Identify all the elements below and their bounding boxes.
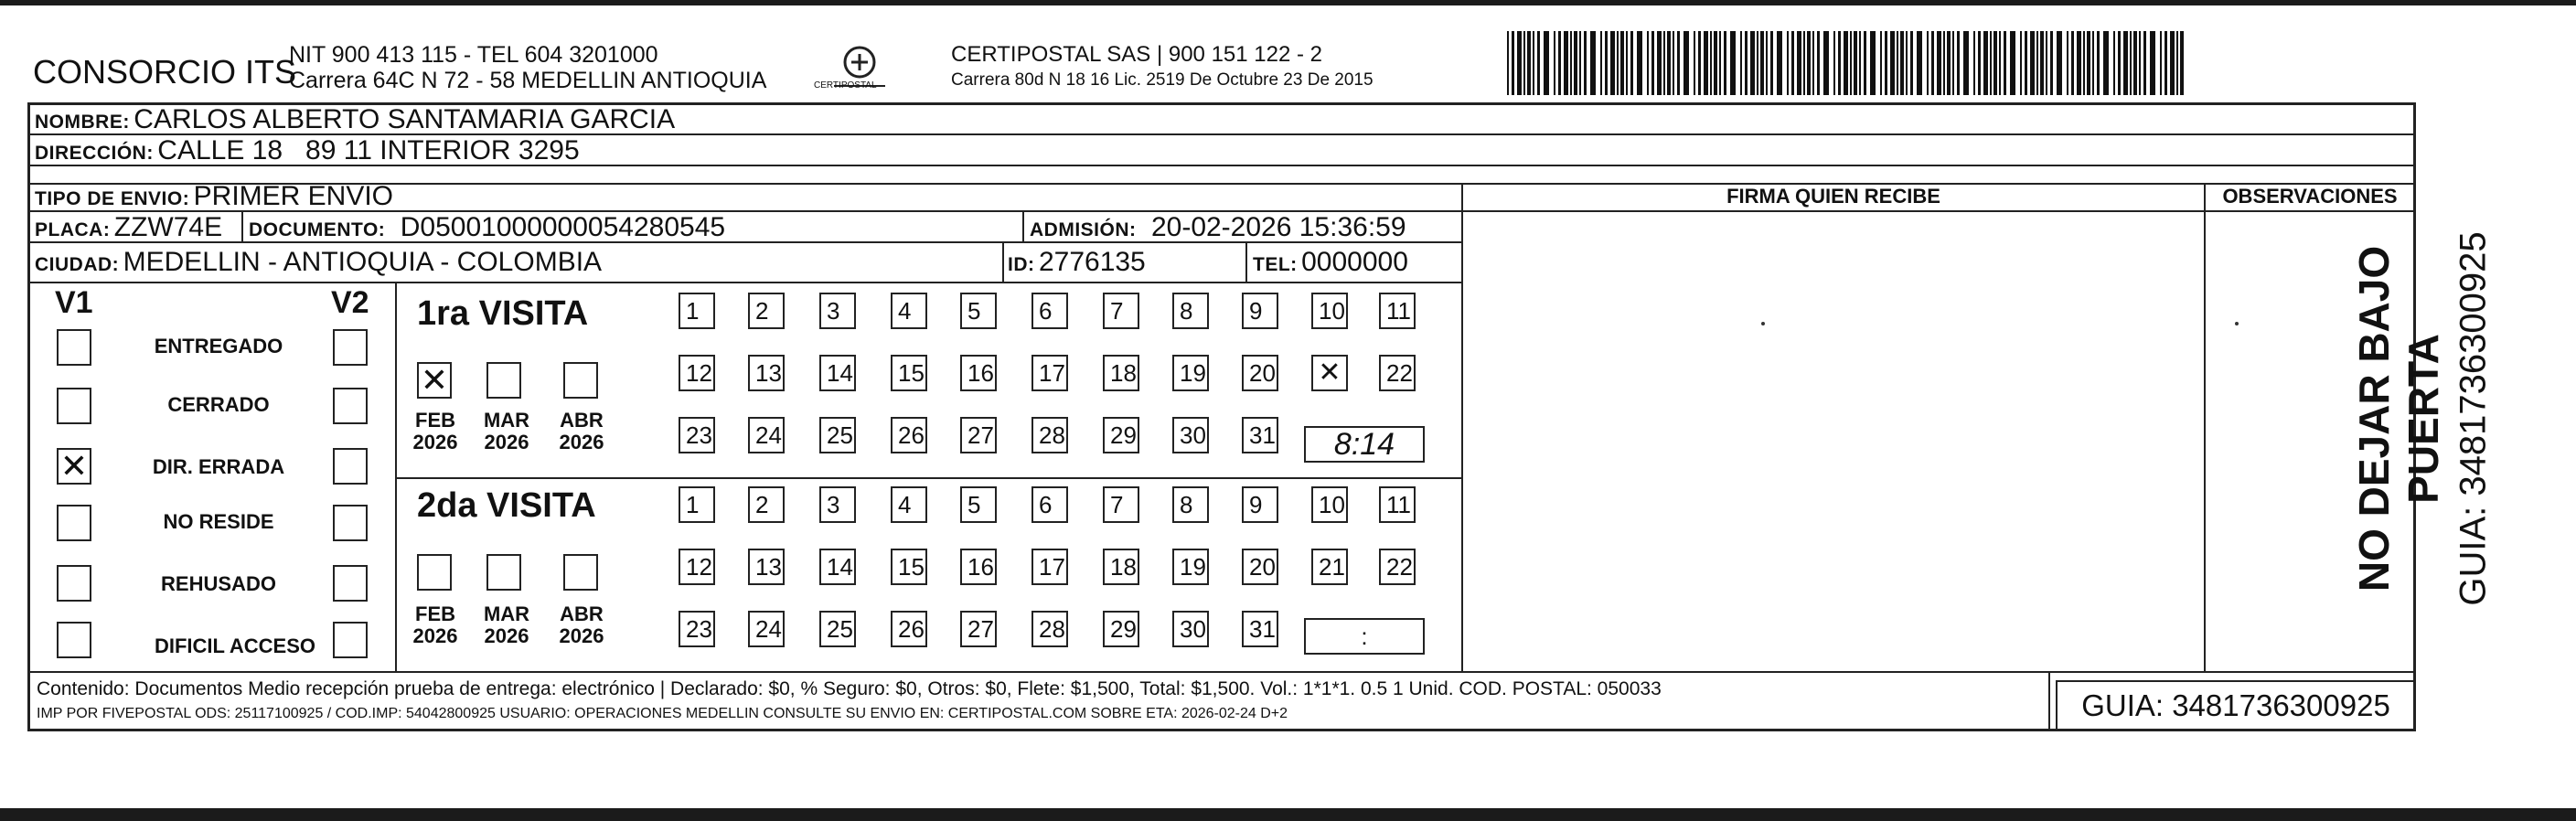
barcode-bar [1683,31,1689,95]
barcode-bar [1957,31,1960,95]
second-visit-day-15[interactable]: 15 [891,549,927,585]
barcode-bar [2160,31,2162,95]
barcode-bar [2143,31,2146,95]
column-divider [1002,241,1004,282]
barcode-bar [2004,31,2006,95]
barcode-bar [2020,31,2022,95]
id-cell [1008,247,1146,278]
placa-label: PLACA: [35,219,111,240]
barcode-bar [2113,31,2115,95]
second-visit-month-mar: MAR 2026 [483,602,530,647]
tel-cell [1253,247,1408,278]
firma-area[interactable] [1761,322,1765,325]
direccion-row [35,135,580,166]
barcode-bar [1698,31,1701,95]
first-visit-day-21[interactable]: ✕ [1311,355,1348,391]
carrier-info [951,42,1374,93]
documento-value: D05001000000054280545 [400,212,726,242]
barcode-bar [1931,31,1934,95]
barcode-bar [2123,31,2128,95]
second-visit-day-29[interactable]: 29 [1103,611,1139,647]
direccion-value: CALLE 18 89 11 INTERIOR 3295 [157,135,580,165]
barcode-bar [1554,31,1555,95]
barcode-bar [1812,31,1814,95]
guia-number-box: GUIA: 3481736300925 [2056,680,2416,731]
barcode-bar [2150,31,2155,95]
second-visit-month-feb: FEB 2026 [412,602,458,647]
second-visit-mar-checkbox[interactable] [486,554,521,591]
firma-header: FIRMA QUIEN RECIBE [1726,185,1940,208]
first-visit-day-11[interactable]: 11 [1379,293,1416,329]
second-visit-day-9[interactable]: 9 [1242,486,1278,523]
barcode-bar [1667,31,1671,95]
tipo-envio-label: TIPO DE ENVIO: [35,188,190,209]
barcode-bar [1803,31,1805,95]
barcode-bar [1574,31,1577,95]
second-visit-time: : [1304,618,1425,655]
v1-cerrado-checkbox[interactable] [57,388,91,424]
first-visit-mar-checkbox[interactable] [486,362,521,399]
second-visit-day-25[interactable]: 25 [819,611,856,647]
barcode-bar [1973,31,1975,95]
barcode-bar [1507,31,1509,95]
barcode-bar [2010,31,2015,95]
barcode-bar [1797,31,1801,95]
barcode-bar [1600,31,1602,95]
barcode [1507,31,2187,95]
first-visit-day-14[interactable]: 14 [819,355,856,391]
placa-cell [35,212,222,243]
ciudad-label: CIUDAD: [35,254,120,275]
first-visit-time: 8:14 [1304,426,1425,463]
second-visit-day-23[interactable]: 23 [679,611,715,647]
barcode-bar [1584,31,1587,95]
second-visit-day-27[interactable]: 27 [960,611,997,647]
first-visit-title: 1ra VISITA [417,294,589,333]
barcode-bar [1844,31,1848,95]
first-visit-feb-checkbox-checked[interactable]: ✕ [417,362,452,399]
status-dir-errada: DIR. ERRADA [152,455,285,478]
column-divider [1022,210,1024,243]
first-visit-day-20[interactable]: 20 [1242,355,1278,391]
barcode-bar [2180,31,2184,95]
second-visit-day-17[interactable]: 17 [1031,549,1068,585]
v1-dir-errada-checkbox-checked[interactable]: ✕ [57,448,91,485]
barcode-bar [1963,31,1969,95]
column-divider [2204,183,2206,673]
barcode-bar [1993,31,1997,95]
nombre-label: NOMBRE: [35,112,130,133]
first-visit-day-12[interactable]: 12 [679,355,715,391]
first-visit-day-29[interactable]: 29 [1103,417,1139,453]
top-border [0,0,2576,5]
first-visit-day-18[interactable]: 18 [1103,355,1139,391]
barcode-bar [1833,31,1835,95]
barcode-bar [1910,31,1913,95]
company-info [289,42,766,93]
barcode-bar [1943,31,1945,95]
observaciones-area[interactable] [2235,322,2239,325]
barcode-bar [1677,31,1680,95]
side-warning: NO DEJAR BAJO PUERTA [2350,245,2447,592]
second-visit-day-30[interactable]: 30 [1172,611,1209,647]
barcode-bar [1605,31,1608,95]
first-visit-day-25[interactable]: 25 [819,417,856,453]
first-visit-day-26[interactable]: 26 [891,417,927,453]
second-visit-day-14[interactable]: 14 [819,549,856,585]
barcode-bar [1999,31,2001,95]
barcode-bar [1657,31,1662,95]
barcode-bar [1724,31,1726,95]
address-line: Carrera 64C N 72 - 58 MEDELLIN ANTIOQUIA [289,68,767,93]
barcode-bar [2133,31,2137,95]
first-visit-day-15[interactable]: 15 [891,355,927,391]
first-visit-day-8[interactable]: 8 [1172,293,1209,329]
documento-cell [249,212,725,243]
barcode-bar [1890,31,1895,95]
second-visit-day-18[interactable]: 18 [1103,549,1139,585]
barcode-bar [1927,31,1929,95]
barcode-bar [1859,31,1861,95]
admision-label: ADMISIÓN: [1030,219,1137,240]
second-visit-abr-checkbox[interactable] [563,554,598,591]
barcode-bar [1537,31,1540,95]
v2-rehusado-checkbox[interactable] [333,565,368,602]
barcode-bar [1952,31,1954,95]
barcode-bar [1817,31,1820,95]
first-visit-day-30[interactable]: 30 [1172,417,1209,453]
nombre-row [35,104,675,135]
barcode-bar [1558,31,1561,95]
first-visit-month-mar: MAR 2026 [483,409,530,453]
barcode-bar [1570,31,1572,95]
barcode-bar [1787,31,1789,95]
barcode-bar [1714,31,1717,95]
second-visit-day-26[interactable]: 26 [891,611,927,647]
barcode-bar [2071,31,2074,95]
first-visit-abr-checkbox[interactable] [563,362,598,399]
column-divider [395,282,397,673]
second-visit-day-22[interactable]: 22 [1379,549,1416,585]
status-entregado: ENTREGADO [154,335,283,357]
ciudad-cell [35,247,602,278]
barcode-bar [2057,31,2062,95]
v1-dificil-acceso-checkbox[interactable] [57,622,91,658]
barcode-bar [1906,31,1908,95]
id-value: 2776135 [1038,247,1146,277]
v1-header: V1 [55,285,93,320]
v2-entregado-checkbox[interactable] [333,329,368,366]
first-visit-day-27[interactable]: 27 [960,417,997,453]
barcode-bar [2046,31,2047,95]
barcode-bar [1637,31,1642,95]
first-visit-day-13[interactable]: 13 [748,355,785,391]
second-visit-title: 2da VISITA [417,486,596,525]
status-no-reside: NO RESIDE [163,510,274,533]
row-divider [27,671,2416,673]
second-visit-day-10[interactable]: 10 [1311,486,1348,523]
placa-value: ZZW74E [113,212,223,242]
column-divider [1461,183,1463,673]
documento-label: DOCUMENTO: [249,219,386,240]
barcode-bar [1694,31,1695,95]
second-visit-day-3[interactable]: 3 [819,486,856,523]
admision-cell [1030,212,1406,243]
direccion-label: DIRECCIÓN: [35,143,154,164]
barcode-bar [1823,31,1829,95]
barcode-bar [2040,31,2044,95]
barcode-bar [1517,31,1522,95]
second-visit-day-24[interactable]: 24 [748,611,785,647]
second-visit-month-abr: ABR 2026 [559,602,604,647]
first-visit-day-6[interactable]: 6 [1031,293,1068,329]
barcode-bar [1807,31,1811,95]
v2-cerrado-checkbox[interactable] [333,388,368,424]
barcode-bar [2036,31,2038,95]
barcode-bar [1610,31,1615,95]
barcode-bar [1617,31,1619,95]
row-divider [27,282,1463,283]
barcode-bar [1990,31,1992,95]
print-info-line: IMP POR FIVEPOSTAL ODS: 25117100925 / COD.IMP: 54042800925 USUARIO: OPERACIONES MEDELLIN CONSULTE SU ENVIO EN: CERTIPOSTAL.COM SOBRE ETA: 2026-02-24 D+2 [37,706,1288,721]
first-visit-day-28[interactable]: 28 [1031,417,1068,453]
barcode-bar [2077,31,2081,95]
barcode-bar [1630,31,1633,95]
v1-no-reside-checkbox[interactable] [57,505,91,541]
barcode-bar [1564,31,1568,95]
barcode-bar [1579,31,1581,95]
barcode-bar [1647,31,1649,95]
first-visit-day-31[interactable]: 31 [1242,417,1278,453]
company-name: CONSORCIO ITS [33,53,297,91]
barcode-bar [1880,31,1882,95]
contents-line: Contenido: Documentos Medio recepción prueba de entrega: electrónico | Declarado: $0, % Seguro: $0, Otros: $0, Flete: $1,500, Total: $1,500. Vol.: 1*1*1. 0.5 1 Unid. COD. POSTAL: 050033 [37,678,1662,699]
second-visit-day-4[interactable]: 4 [891,486,927,523]
barcode-bar [2092,31,2094,95]
barcode-bar [2097,31,2100,95]
first-visit-day-9[interactable]: 9 [1242,293,1278,329]
tipo-envio-value: PRIMER ENVIO [193,181,394,211]
first-visit-day-10[interactable]: 10 [1311,293,1348,329]
barcode-bar [2050,31,2053,95]
admision-value: 20-02-2026 15:36:59 [1150,212,1406,242]
observaciones-header: OBSERVACIONES [2222,185,2398,208]
bottom-border [0,808,2576,821]
barcode-bar [1864,31,1866,95]
barcode-bar [1527,31,1531,95]
barcode-bar [2030,31,2035,95]
second-visit-day-31[interactable]: 31 [1242,611,1278,647]
first-visit-day-5[interactable]: 5 [960,293,997,329]
second-visit-day-6[interactable]: 6 [1031,486,1068,523]
barcode-bar [2103,31,2109,95]
barcode-bar [1719,31,1721,95]
logo-text: CERTIPOSTAL [814,80,877,91]
column-divider [2048,671,2050,731]
v2-dificil-acceso-checkbox[interactable] [333,622,368,658]
barcode-bar [1854,31,1857,95]
barcode-bar [2087,31,2090,95]
barcode-bar [1673,31,1674,95]
barcode-bar [1978,31,1981,95]
barcode-bar [2130,31,2132,95]
tel-label: TEL: [1253,254,1298,275]
v2-dir-errada-checkbox[interactable] [333,448,368,485]
second-visit-day-28[interactable]: 28 [1031,611,1068,647]
barcode-bar [1620,31,1624,95]
barcode-bar [1523,31,1525,95]
barcode-bar [2139,31,2141,95]
second-visit-day-13[interactable]: 13 [748,549,785,585]
barcode-bar [2025,31,2027,95]
second-visit-day-19[interactable]: 19 [1172,549,1209,585]
barcode-bar [1850,31,1852,95]
barcode-bar [1937,31,1941,95]
nit-line: NIT 900 413 115 - TEL 604 3201000 [289,42,658,68]
first-visit-day-19[interactable]: 19 [1172,355,1209,391]
barcode-bar [1897,31,1898,95]
barcode-bar [1838,31,1841,95]
barcode-bar [1512,31,1514,95]
second-visit-day-21[interactable]: 21 [1311,549,1348,585]
row-divider [397,477,1463,479]
first-visit-day-24[interactable]: 24 [748,417,785,453]
tel-value: 0000000 [1301,247,1408,277]
barcode-bar [1651,31,1654,95]
carrier-license: Carrera 80d N 18 16 Lic. 2519 De Octubre 23 De 2015 [951,70,1374,90]
barcode-bar [2176,31,2178,95]
nombre-value: CARLOS ALBERTO SANTAMARIA GARCIA [134,104,676,134]
ciudad-value: MEDELLIN - ANTIOQUIA - COLOMBIA [123,247,603,277]
second-visit-day-20[interactable]: 20 [1242,549,1278,585]
barcode-bar [1710,31,1712,95]
barcode-bar [1791,31,1794,95]
barcode-bar [1626,31,1628,95]
first-visit-month-feb: FEB 2026 [412,409,458,453]
first-visit-day-2[interactable]: 2 [748,293,785,329]
second-visit-day-12[interactable]: 12 [679,549,715,585]
second-visit-day-11[interactable]: 11 [1379,486,1416,523]
second-visit-day-1[interactable]: 1 [679,486,715,523]
barcode-bar [1533,31,1534,95]
column-divider [241,210,243,243]
status-rehusado: REHUSADO [161,572,276,595]
v2-header: V2 [331,285,369,320]
second-visit-day-2[interactable]: 2 [748,486,785,523]
barcode-bar [1740,31,1742,95]
barcode-bar [1757,31,1758,95]
v1-entregado-checkbox[interactable] [57,329,91,366]
first-visit-day-22[interactable]: 22 [1379,355,1416,391]
barcode-bar [1760,31,1764,95]
second-visit-day-5[interactable]: 5 [960,486,997,523]
barcode-bar [2118,31,2121,95]
v2-no-reside-checkbox[interactable] [333,505,368,541]
status-dificil-acceso: DIFICIL ACCESO [154,634,315,657]
second-visit-day-7[interactable]: 7 [1103,486,1139,523]
second-visit-day-8[interactable]: 8 [1172,486,1209,523]
first-visit-day-16[interactable]: 16 [960,355,997,391]
status-cerrado: CERRADO [167,393,270,416]
barcode-bar [2164,31,2167,95]
tipo-envio-row [35,181,393,212]
barcode-bar [1745,31,1748,95]
barcode-bar [1900,31,1904,95]
barcode-bar [1947,31,1951,95]
v1-rehusado-checkbox[interactable] [57,565,91,602]
barcode-bar [2067,31,2068,95]
side-guia: GUIA: 3481736300925 [2453,231,2494,606]
first-visit-day-4[interactable]: 4 [891,293,927,329]
barcode-bar [1917,31,1922,95]
barcode-bar [2083,31,2085,95]
first-visit-day-23[interactable]: 23 [679,417,715,453]
second-visit-feb-checkbox[interactable] [417,554,452,591]
barcode-bar [1704,31,1708,95]
barcode-bar [1983,31,1988,95]
first-visit-day-7[interactable]: 7 [1103,293,1139,329]
barcode-bar [1730,31,1736,95]
barcode-bar [1590,31,1596,95]
carrier-line: CERTIPOSTAL SAS | 900 151 122 - 2 [951,42,1322,67]
first-visit-day-3[interactable]: 3 [819,293,856,329]
barcode-bar [1770,31,1773,95]
barcode-bar [2170,31,2175,95]
second-visit-day-16[interactable]: 16 [960,549,997,585]
barcode-bar [1885,31,1887,95]
first-visit-day-17[interactable]: 17 [1031,355,1068,391]
first-visit-month-abr: ABR 2026 [559,409,604,453]
barcode-bar [1750,31,1755,95]
first-visit-day-1[interactable]: 1 [679,293,715,329]
barcode-bar [1777,31,1782,95]
barcode-bar [1544,31,1549,95]
barcode-bar [1663,31,1665,95]
id-label: ID: [1008,254,1035,275]
barcode-bar [1766,31,1768,95]
column-divider [1245,241,1247,282]
barcode-bar [1870,31,1876,95]
